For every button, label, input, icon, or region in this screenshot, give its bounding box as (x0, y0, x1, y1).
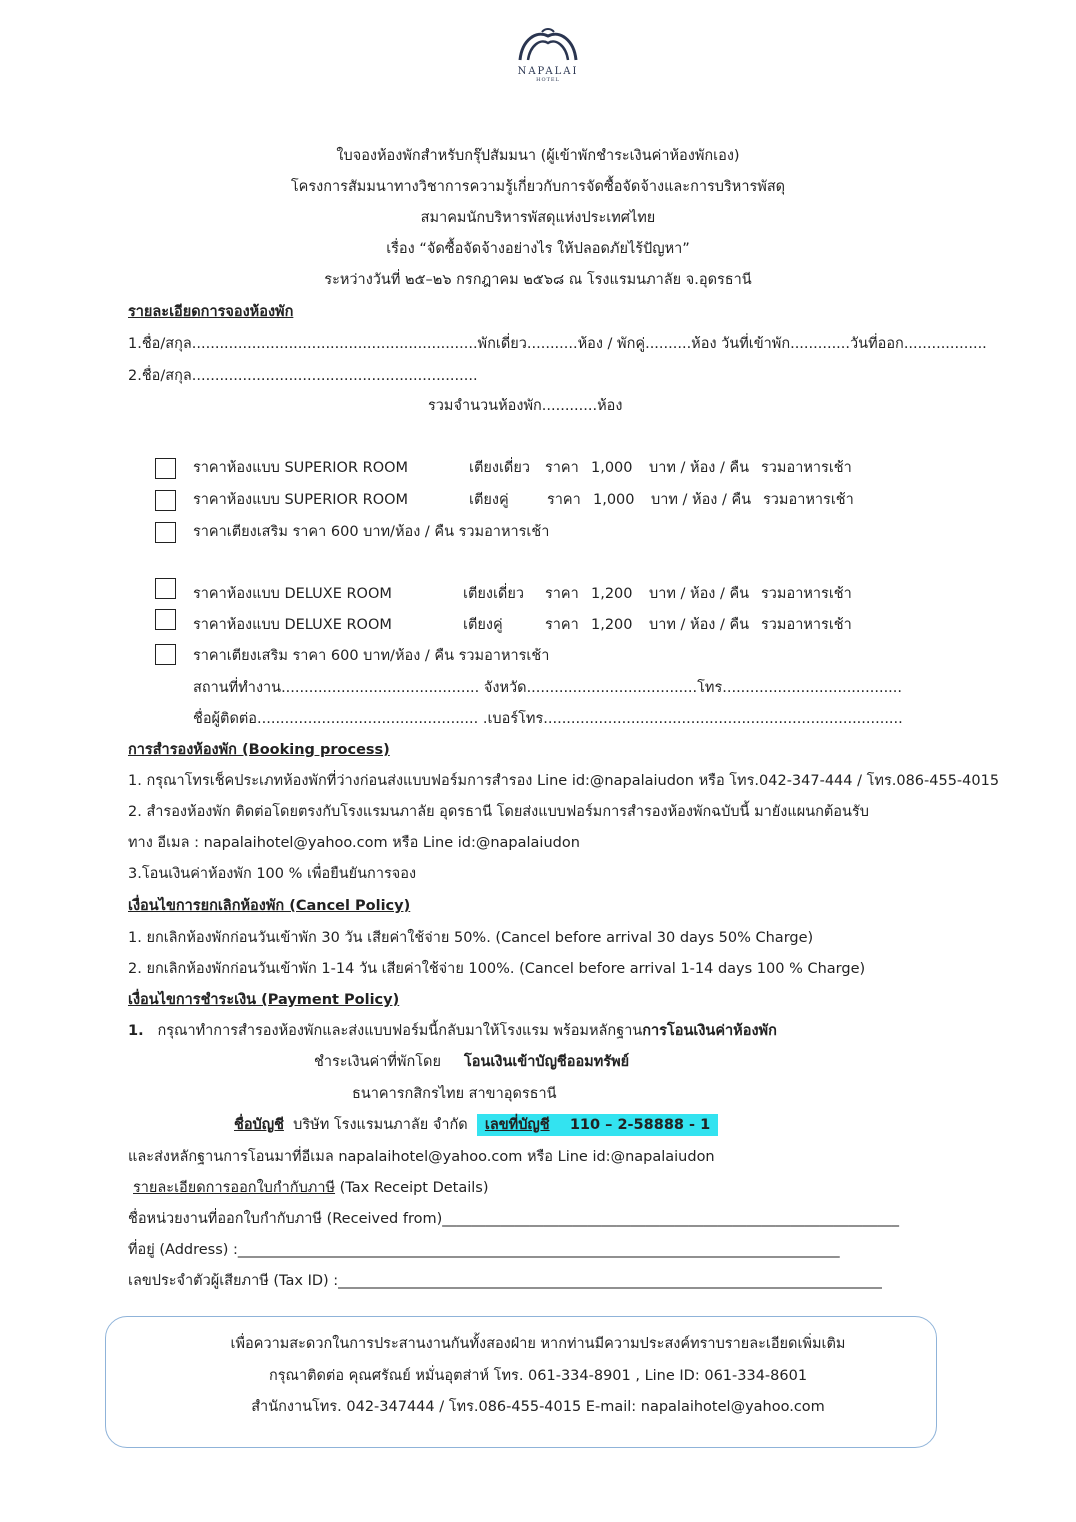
room-unit: บาท / ห้อง / คืน (649, 460, 750, 476)
room-label: ราคาห้องแบบ SUPERIOR ROOM (193, 492, 409, 508)
header-line-1: ใบจองห้องพักสำหรับกรุ๊ปสัมมนา (ผู้เข้าพักชำระเงินค่าห้องพักเอง) (336, 148, 740, 164)
payment-instruction: กรุณาทำการสำรองห้องพักและส่งแบบฟอร์มนี้กลับมาให้โรงแรม พร้อมหลักฐาน (157, 1023, 643, 1039)
payment-method-line (314, 1052, 629, 1072)
superior-single-checkbox[interactable] (155, 458, 176, 479)
booking-process-heading: การสำรองห้องพัก (Booking process) (128, 742, 390, 758)
workplace-field[interactable]: สถานที่ทำงาน........................................... จังหวัด.....................................โทร....................................... (193, 680, 902, 696)
account-line (234, 1115, 718, 1135)
total-rooms-field[interactable]: รวมจำนวนห้องพัก............ห้อง (428, 398, 623, 414)
cancel-policy-line-1: 1. ยกเลิกห้องพักก่อนวันเข้าพัก 30 วัน เสียค่าใช้จ่าย 50%. (Cancel before arrival 30 days 50% Charge) (128, 930, 814, 946)
booking-process-line-2: 2. สำรองห้องพัก ติดต่อโดยตรงกับโรงแรมนภาลัย อุดรธานี โดยส่งแบบฟอร์มการสำรองห้องพักฉบับนี้ มายังแผนกต้อนรับ (128, 804, 869, 820)
payment-instruction-bold: การโอนเงินค่าห้องพัก (642, 1023, 777, 1039)
tax-id-field[interactable]: เลขประจำตัวผู้เสียภาษี (Tax ID) :___________________________________________________________________________ (128, 1273, 882, 1289)
room-bed: เตียงคู่ (463, 617, 503, 633)
cancel-policy-heading: เงื่อนไขการยกเลิกห้องพัก (Cancel Policy) (128, 898, 411, 914)
contact-person-field[interactable]: ชื่อผู้ติดต่อ................................................ .เบอร์โทร.............................................................................. (193, 711, 903, 727)
logo-sub: HOTEL (536, 77, 560, 83)
booking-heading: รายละเอียดการจองห้องพัก (128, 304, 294, 320)
account-number: 110 – 2-58888 - 1 (569, 1117, 711, 1133)
tax-received-from-field[interactable]: ชื่อหน่วยงานที่ออกใบกำกับภาษี (Received from)_______________________________________________________________ (128, 1211, 899, 1227)
cancel-policy-line-2: 2. ยกเลิกห้องพักก่อนวันเข้าพัก 1-14 วัน เสียค่าใช้จ่าย 100%. (Cancel before arrival 1-14 days 100 % Charge) (128, 961, 866, 977)
room-label: ราคาห้องแบบ SUPERIOR ROOM (193, 460, 409, 476)
superior-extra-bed-option: ราคาเตียงเสริม ราคา 600 บาท/ห้อง / คืน รวมอาหารเช้า (193, 524, 550, 540)
room-price: 1,000 (591, 460, 633, 476)
deluxe-extra-bed-checkbox[interactable] (155, 644, 176, 665)
header-line-2: โครงการสัมมนาทางวิชาการความรู้เกี่ยวกับการจัดซื้อจัดจ้างและการบริหารพัสดุ (290, 179, 786, 195)
room-label: ราคาห้องแบบ DELUXE ROOM (193, 586, 392, 602)
booking-process-line-1: 1. กรุณาโทรเช็คประเภทห้องพักที่ว่างก่อนส่งแบบฟอร์มการสำรอง Line id:@napalaiudon หรือ โทร.042-347-444 / โทร.086-455-4015 (128, 773, 1000, 789)
room-price: 1,200 (591, 617, 633, 633)
booking-process-line-4: 3.โอนเงินค่าห้องพัก 100 % เพื่อยืนยันการจอง (128, 866, 417, 882)
pay-method: โอนเงินเข้าบัญชีออมทรัพย์ (464, 1054, 630, 1070)
tax-heading-th: รายละเอียดการออกใบกำกับภาษี (133, 1180, 336, 1196)
room-price: 1,000 (593, 492, 635, 508)
superior-extra-bed-checkbox[interactable] (155, 522, 176, 543)
room-bed: เตียงคู่ (469, 492, 509, 508)
bank-name: ธนาคารกสิกรไทย สาขาอุดรธานี (352, 1086, 557, 1102)
room-label: ราคาห้องแบบ DELUXE ROOM (193, 617, 392, 633)
payment-line-1 (128, 1021, 777, 1041)
room-price: 1,200 (591, 586, 633, 602)
room-note: รวมอาหารเช้า (761, 617, 852, 633)
send-proof-line: และส่งหลักฐานการโอนมาที่อีเมล napalaihotel@yahoo.com หรือ Line id:@napalaiudon (128, 1149, 715, 1165)
room-unit: บาท / ห้อง / คืน (649, 617, 750, 633)
superior-single-option (193, 458, 852, 478)
tax-heading-en: (Tax Receipt Details) (335, 1180, 489, 1196)
room-unit: บาท / ห้อง / คืน (649, 586, 750, 602)
logo-name: NAPALAI (517, 66, 579, 77)
tax-heading (133, 1178, 489, 1198)
payment-item-number: 1. (128, 1023, 144, 1039)
deluxe-single-option (193, 584, 852, 604)
room-price-word: ราคา (545, 460, 579, 476)
room-price-word: ราคา (545, 617, 579, 633)
room-unit: บาท / ห้อง / คืน (651, 492, 752, 508)
hotel-logo (508, 26, 588, 90)
contact-line-3: สำนักงานโทร. 042-347444 / โทร.086-455-4015 E-mail: napalaihotel@yahoo.com (251, 1399, 825, 1415)
account-number-label: เลขที่บัญชี (484, 1117, 550, 1133)
guest-name-1-field[interactable]: 1.ชื่อ/สกุล..............................................................พักเดี่ยว...........ห้อง / พักคู่..........ห้อง วันที่เข้าพัก.............วันที่ออก.................. (128, 336, 987, 352)
account-name-label: ชื่อบัญชี (234, 1117, 284, 1133)
room-bed: เตียงเดี่ยว (469, 460, 530, 476)
header-line-4: เรื่อง “จัดซื้อจัดจ้างอย่างไร ให้ปลอดภัยไร้ปัญหา” (386, 241, 690, 257)
room-bed: เตียงเดี่ยว (463, 586, 524, 602)
superior-double-checkbox[interactable] (155, 490, 176, 511)
tax-address-field[interactable]: ที่อยู่ (Address) :___________________________________________________________________________________ (128, 1242, 840, 1258)
room-note: รวมอาหารเช้า (761, 460, 852, 476)
account-name: บริษัท โรงแรมนภาลัย จำกัด (293, 1117, 468, 1133)
room-price-word: ราคา (545, 586, 579, 602)
superior-double-option (193, 490, 854, 510)
header-line-5: ระหว่างวันที่ ๒๕–๒๖ กรกฎาคม ๒๕๖๘ ณ โรงแรมนภาลัย จ.อุดรธานี (324, 272, 752, 288)
room-note: รวมอาหารเช้า (761, 586, 852, 602)
booking-process-line-3: ทาง อีเมล : napalaihotel@yahoo.com หรือ Line id:@napalaiudon (128, 835, 580, 851)
payment-policy-heading: เงื่อนไขการชำระเงิน (Payment Policy) (128, 992, 400, 1008)
deluxe-single-checkbox[interactable] (155, 578, 176, 599)
deluxe-extra-bed-option: ราคาเตียงเสริม ราคา 600 บาท/ห้อง / คืน รวมอาหารเช้า (193, 648, 550, 664)
deluxe-double-checkbox[interactable] (155, 609, 176, 630)
room-note: รวมอาหารเช้า (763, 492, 854, 508)
napalai-logo-icon (516, 26, 580, 62)
account-number-highlight (477, 1114, 718, 1136)
deluxe-double-option (193, 615, 852, 635)
guest-name-2-field[interactable]: 2.ชื่อ/สกุล.............................................................. (128, 368, 478, 384)
room-price-word: ราคา (547, 492, 581, 508)
contact-line-2: กรุณาติดต่อ คุณศรัณย์ หมั่นอุตส่าห์ โทร. 061-334-8901 , Line ID: 061-334-8601 (268, 1368, 808, 1384)
contact-line-1: เพื่อความสะดวกในการประสานงานกันทั้งสองฝ่าย หากท่านมีความประสงค์ทราบรายละเอียดเพิ่มเติม (230, 1336, 846, 1352)
header-line-3: สมาคมนักบริหารพัสดุแห่งประเทศไทย (420, 210, 656, 226)
pay-by-label: ชำระเงินค่าที่พักโดย (314, 1054, 441, 1070)
